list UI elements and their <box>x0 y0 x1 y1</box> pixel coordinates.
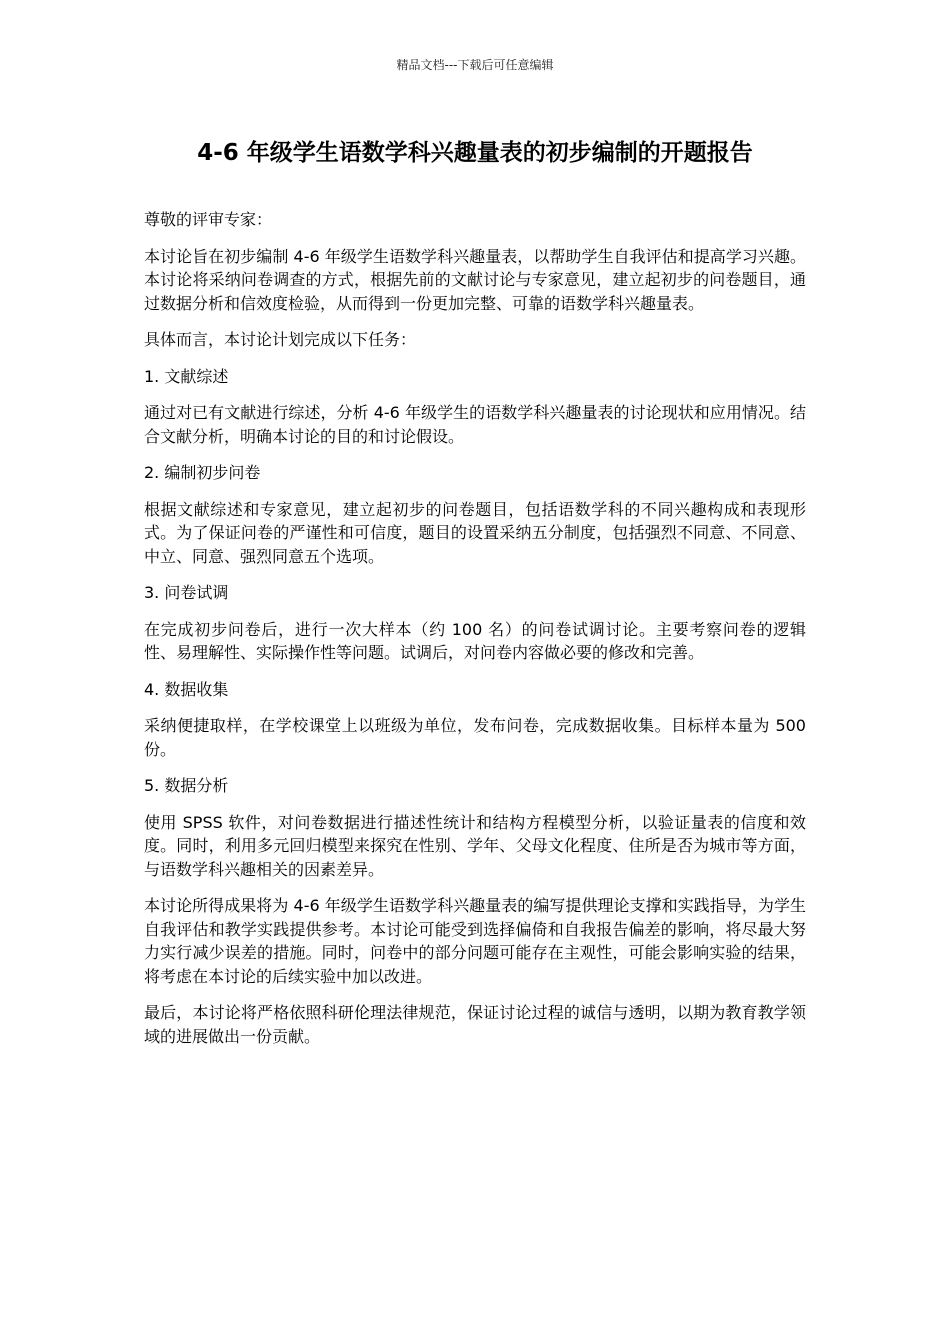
task-text-4: 采纳便捷取样，在学校课堂上以班级为单位，发布问卷，完成数据收集。目标样本量为 500 份。 <box>144 716 806 759</box>
closing-paragraph: 最后，本讨论将严格依照科研伦理法律规范，保证讨论过程的诚信与透明，以期为教育教学领域的进展做出一份贡献。 <box>144 1003 806 1046</box>
task-text-3: 在完成初步问卷后，进行一次大样本（约 100 名）的问卷试调讨论。主要考察问卷的逻辑性、易理解性、实际操作性等问题。试调后，对问卷内容做必要的修改和完善。 <box>144 619 806 662</box>
document-body <box>144 208 806 1061</box>
task-heading-5: 5. 数据分析 <box>144 776 229 795</box>
task-heading-2: 2. 编制初步问卷 <box>144 463 261 482</box>
task-text-5: 使用 SPSS 软件，对问卷数据进行描述性统计和结构方程模型分析，以验证量表的信度和效度。同时，利用多元回归模型来探究在性别、学年、父母文化程度、住所是否为城市等方面，与语数学科兴趣相关的因素差异。 <box>144 812 806 879</box>
task-heading-4: 4. 数据收集 <box>144 679 229 699</box>
task-heading-3: 3. 问卷试调 <box>144 583 229 602</box>
page-header: 精品文档---下载后可任意编辑 <box>396 58 554 72</box>
salutation: 尊敬的评审专家： <box>144 210 273 229</box>
tasks-intro: 具体而言，本讨论计划完成以下任务： <box>144 330 417 349</box>
intro-paragraph: 本讨论旨在初步编制 4-6 年级学生语数学科兴趣量表，以帮助学生自我评估和提高学习兴趣。本讨论将采纳问卷调查的方式，根据先前的文献讨论与专家意见，建立起初步的问卷题目，通过数据分析和信效度检验，从而得到一份更加完整、可靠的语数学科兴趣量表。 <box>144 246 806 313</box>
task-text-1: 通过对已有文献进行综述，分析 4-6 年级学生的语数学科兴趣量表的讨论现状和应用情况。结合文献分析，明确本讨论的目的和讨论假设。 <box>144 403 806 446</box>
outcome-paragraph: 本讨论所得成果将为 4-6 年级学生语数学科兴趣量表的编写提供理论支撑和实践指导，为学生自我评估和教学实践提供参考。本讨论可能受到选择偏倚和自我报告偏差的影响，将尽最大努力实行减少误差的措施。同时，问卷中的部分问题可能存在主观性，可能会影响实验的结果，将考虑在本讨论的后续实验中加以改进。 <box>144 896 806 986</box>
task-text-2: 根据文献综述和专家意见，建立起初步的问卷题目，包括语数学科的不同兴趣构成和表现形式。为了保证问卷的严谨性和可信度，题目的设置采纳五分制度，包括强烈不同意、不同意、中立、同意、强烈同意五个选项。 <box>144 499 806 566</box>
task-heading-1: 1. 文献综述 <box>144 366 229 386</box>
document-title: 4-6 年级学生语数学科兴趣量表的初步编制的开题报告 <box>197 140 753 166</box>
